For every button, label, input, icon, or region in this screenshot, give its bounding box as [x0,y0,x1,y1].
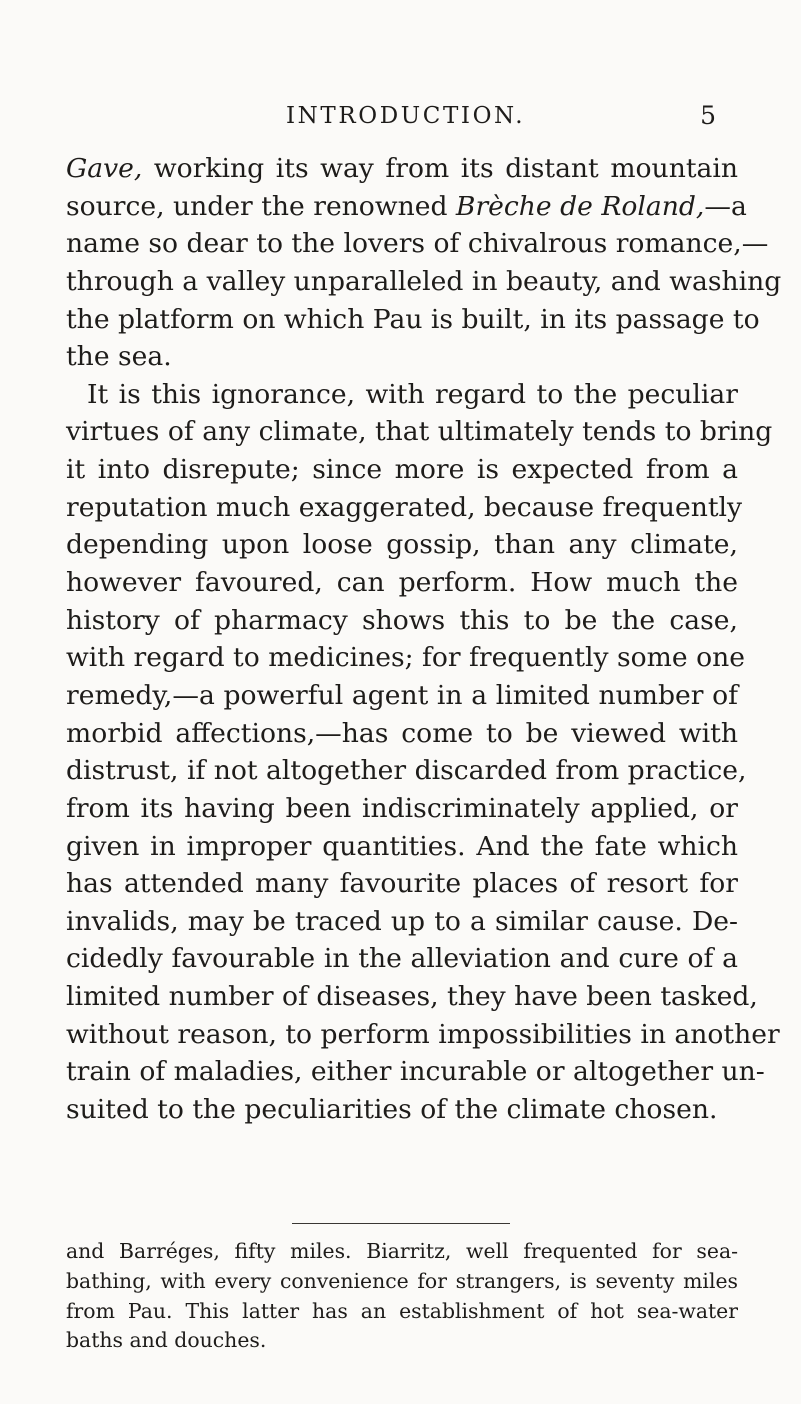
text-line: virtues of any climate, that ultimately tends to bring [66,416,773,448]
paragraph-first-line: It is this ignorance, with regard to the peculiar [87,378,738,410]
running-head [0,100,801,132]
footnote-line: from Pau. This latter has an establishment of hot sea-water [66,1298,738,1323]
body-text [66,150,782,1129]
text-line: limited number of diseases, they have been tasked, [66,981,758,1013]
text-line: has attended many favourite places of resort for [66,868,738,900]
text-line: invalids, may be traced up to a similar cause. De- [66,905,738,937]
text-line: morbid affections,—has come to be viewed with [66,717,738,749]
text-line: given in improper quantities. And the fate which [66,830,738,862]
page-number: 5 [700,101,716,130]
footnote-line: baths and douches. [66,1328,267,1353]
text-line: history of pharmacy shows this to be the case, [66,604,738,636]
text-line: the sea. [66,341,172,373]
text-line: train of maladies, either incurable or altogether un- [66,1056,765,1088]
footnote-line: bathing, with every convenience for strangers, is seventy miles [66,1268,738,1293]
footnote-line: and Barréges, fifty miles. Biarritz, well frequented for sea- [66,1239,738,1263]
text-line: distrust, if not altogether discarded from practice, [66,755,747,787]
text-line: depending upon loose gossip, than any climate, [66,529,738,561]
text-line: the platform on which Pau is built, in its passage to [66,303,760,335]
footnote-rule [292,1223,510,1224]
text-line: from its having been indiscriminately applied, or [66,792,738,824]
text-line: name so dear to the lovers of chivalrous romance,— [66,228,769,260]
text-line: suited to the peculiarities of the climate chosen. [66,1094,718,1126]
text-line: Gave, working its way from its distant mountain [66,153,738,184]
text-line: however favoured, can perform. How much the [66,567,738,599]
text-line: through a valley unparalleled in beauty, and washing [66,265,782,297]
text-line: it into disrepute; since more is expected from a [66,454,738,486]
text-line: without reason, to perform impossibilities in another [66,1018,780,1050]
text-line: with regard to medicines; for frequently some one [66,642,745,674]
text-line: source, under the renowned Brèche de Roland,—a [66,190,747,222]
footnote [66,1237,738,1356]
text-line: cidedly favourable in the alleviation and cure of a [66,943,738,975]
text-line: reputation much exaggerated, because frequently [66,491,743,523]
text-line: remedy,—a powerful agent in a limited number of [66,679,738,711]
running-title: INTRODUCTION. [286,103,526,129]
